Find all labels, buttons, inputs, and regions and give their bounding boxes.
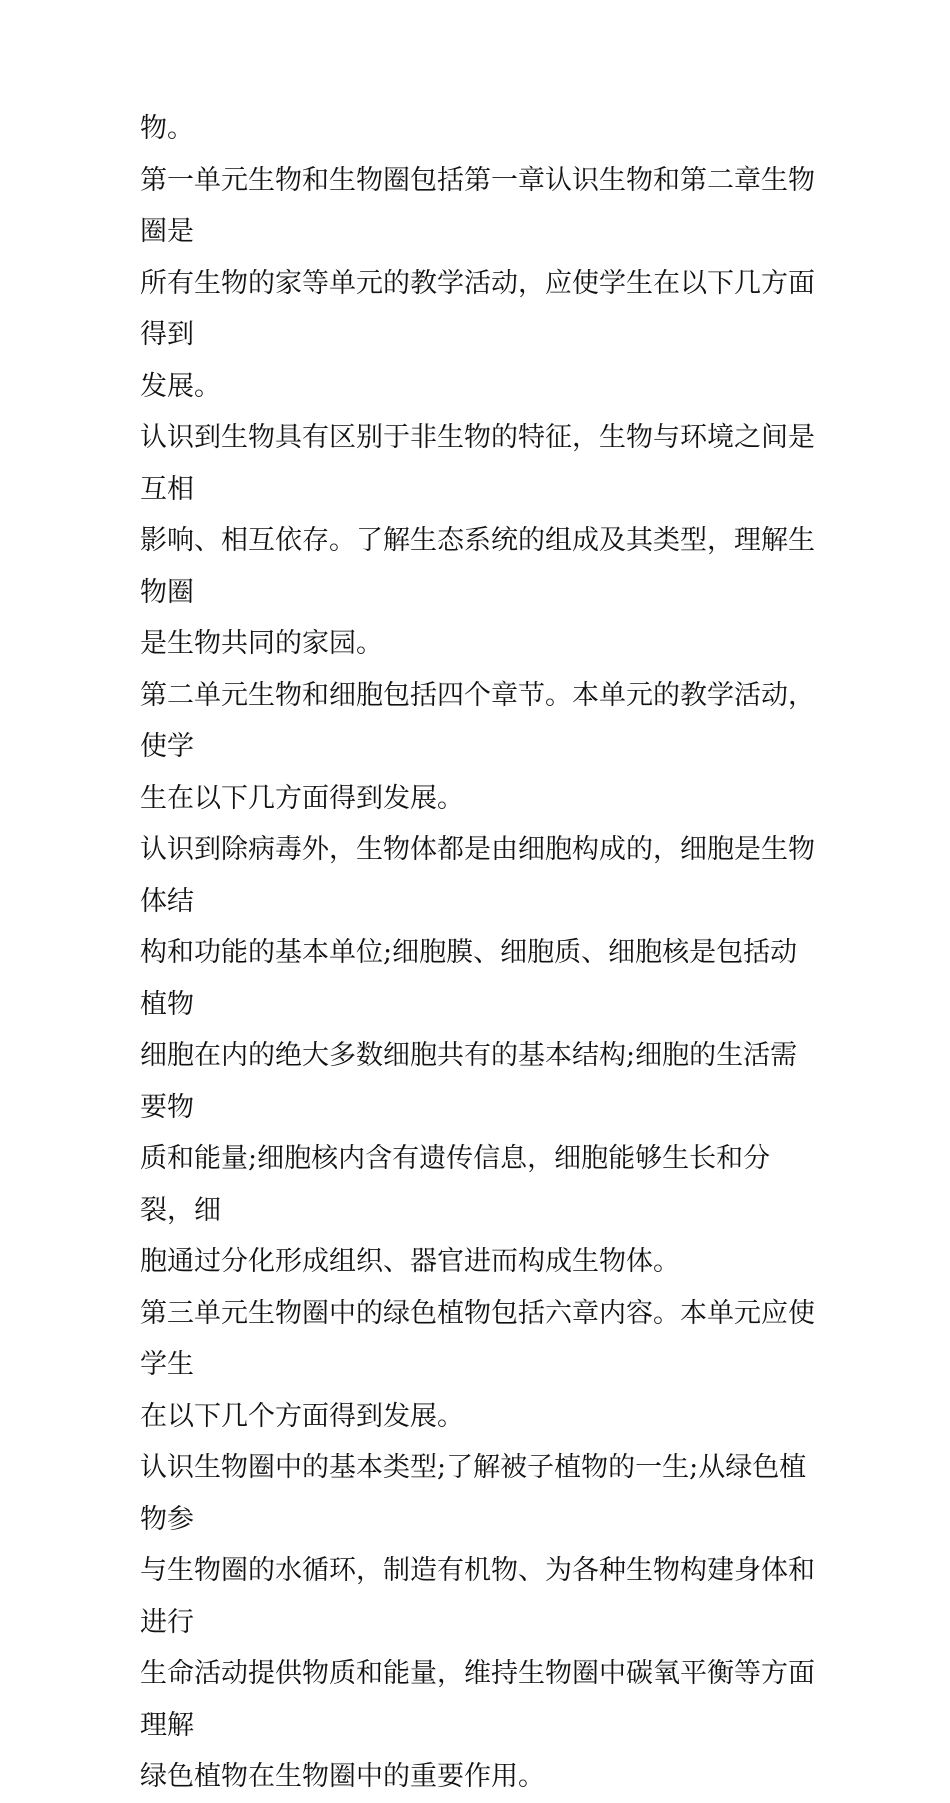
paragraph-unit-one-intro: 第一单元生物和生物圈包括第一章认识生物和第二章生物圈是 所有生物的家等单元的教学活动，应使学生在以下几方面得到 发展。 [140, 164, 815, 402]
paragraph-unit-three-intro: 第三单元生物圈中的绿色植物包括六章内容。本单元应使学生 在以下几个方面得到发展。 [140, 1297, 815, 1432]
paragraph-unit-three-goals: 认识生物圈中的基本类型;了解被子植物的一生;从绿色植物参 与生物圈的水循环，制造有机物、为各种生物构建身体和进行 生命活动提供物质和能量，维持生物圈中碳氧平衡等方面理解 绿色植物在生物圈中的重要作用。 [140, 1452, 815, 1792]
document-body [140, 103, 815, 1803]
paragraph-unit-one-goals: 认识到生物具有区别于非生物的特征，生物与环境之间是互相 影响、相互依存。了解生态系统的组成及其类型，理解生物圈 是生物共同的家园。 [140, 422, 815, 659]
paragraph-unit-two-intro: 第二单元生物和细胞包括四个章节。本单元的教学活动，使学 生在以下几方面得到发展。 [140, 679, 815, 814]
paragraph-continuation: 物。 [140, 113, 194, 144]
paragraph-unit-two-goals: 认识到除病毒外，生物体都是由细胞构成的，细胞是生物体结 构和功能的基本单位;细胞膜、细胞质、细胞核是包括动植物 细胞在内的绝大多数细胞共有的基本结构;细胞的生活需要物 质和能量;细胞核内含有遗传信息，细胞能够生长和分裂，细 胞通过分化形成组织、器官进而构成生物体。 [140, 834, 815, 1277]
